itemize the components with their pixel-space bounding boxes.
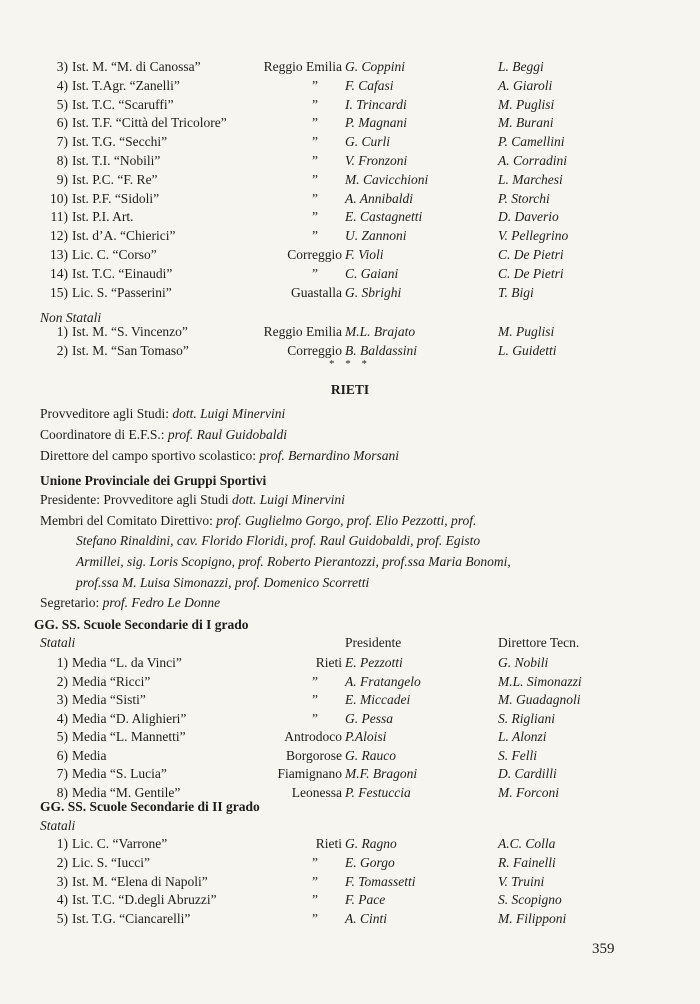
presidente-name: U. Zannoni — [345, 228, 407, 244]
row-number: 11) — [50, 209, 68, 225]
school-row — [0, 133, 700, 151]
row-number: 1) — [56, 836, 68, 851]
presidente-name: G. Rauco — [345, 747, 396, 763]
row-number: 7) — [56, 766, 68, 781]
school-name: Lic. C. “Varrone” — [72, 836, 168, 851]
presidente-name: E. Castagnetti — [345, 209, 423, 225]
ditto-mark: ” — [312, 153, 318, 168]
ditto-mark: ” — [312, 265, 318, 281]
union-heading: Unione Provinciale dei Gruppi Sportivi — [40, 473, 267, 488]
row-number: 2) — [56, 854, 68, 870]
direttore-name: V. Pellegrino — [498, 228, 569, 244]
school-name: Media “L. Mannetti” — [72, 729, 186, 744]
row-number: 6) — [56, 747, 68, 763]
direttore-name: C. De Pietri — [498, 265, 564, 281]
school-row — [0, 323, 700, 341]
ditto-mark: ” — [312, 228, 318, 244]
school-row — [0, 246, 700, 264]
direttore-name: L. Alonzi — [498, 729, 547, 744]
school-row — [0, 747, 700, 765]
section2-header-row — [0, 817, 700, 835]
presidente-name: A. Fratangelo — [345, 673, 421, 689]
school-city: Guastalla — [291, 284, 342, 300]
school-row — [0, 891, 700, 909]
presidente-name: G. Ragno — [345, 836, 397, 851]
ditto-mark: ” — [312, 171, 318, 187]
presidente-name: M.F. Bragoni — [345, 766, 418, 781]
membri-line-2 — [76, 532, 480, 550]
presidente-name: E. Pezzotti — [345, 655, 403, 670]
segretario-name: prof. Fedro Le Donne — [102, 595, 221, 610]
direttore-name: L. Guidetti — [498, 343, 557, 358]
direttore-name: M. Filipponi — [498, 911, 567, 927]
presidente-name: P. Magnani — [345, 115, 408, 131]
school-name: Lic. S. “Iucci” — [72, 854, 150, 870]
direttore-name: V. Truini — [498, 873, 545, 889]
direttore-name: M. Burani — [498, 115, 554, 131]
direttore-name: S. Scopigno — [498, 892, 562, 908]
school-name: Media “Sisti” — [72, 692, 146, 707]
presidente-name: F. Pace — [345, 892, 386, 908]
school-row — [0, 152, 700, 170]
direttore-name: A. Corradini — [498, 153, 568, 168]
presidente-name: M.L. Brajato — [345, 324, 416, 339]
school-name: Media — [72, 747, 107, 763]
page-number: 359 — [592, 941, 615, 957]
row-number: 4) — [56, 77, 68, 93]
presidente-name: A. Cinti — [345, 911, 388, 927]
row-number: 1) — [56, 324, 68, 339]
school-city: Leonessa — [291, 784, 342, 800]
direttore-name: M. Forconi — [498, 784, 559, 800]
row-number: 6) — [56, 115, 68, 131]
union-presidente-name: dott. Luigi Minervini — [231, 492, 345, 507]
direttore-name: L. Marchesi — [498, 171, 563, 187]
school-name: Media “M. Gentile” — [72, 784, 181, 800]
presidente-name: G. Coppini — [345, 59, 406, 74]
row-number: 15) — [50, 284, 68, 300]
ditto-mark: ” — [312, 854, 318, 870]
school-city: Correggio — [287, 343, 342, 358]
direttore-name: prof. Bernardino Morsani — [259, 448, 399, 463]
ditto-mark: ” — [312, 873, 318, 889]
section2-statali-label: Statali — [40, 818, 76, 833]
school-name: Ist. M. “Elena di Napoli” — [72, 873, 208, 889]
presidente-name: G. Curli — [345, 134, 391, 150]
school-name: Ist. M. “San Tomaso” — [72, 343, 189, 358]
school-name: Ist. T.C. “Scaruffi” — [72, 96, 174, 112]
row-number: 2) — [56, 343, 68, 358]
section-separator: * * * — [329, 358, 371, 370]
ditto-mark: ” — [312, 209, 318, 225]
provveditore-label: Provveditore agli Studi: — [40, 406, 169, 421]
school-row — [0, 171, 700, 189]
row-number: 14) — [50, 265, 68, 281]
row-number: 8) — [56, 784, 68, 800]
school-row — [0, 728, 700, 746]
provveditore-line — [40, 405, 285, 423]
coordinatore-label: Coordinatore di E.F.S.: — [40, 427, 165, 442]
school-name: Lic. C. “Corso” — [72, 247, 157, 262]
school-name: Ist. M. “M. di Canossa” — [72, 59, 201, 74]
direttore-name: S. Felli — [498, 747, 537, 763]
school-name: Media “S. Lucia” — [72, 766, 167, 781]
school-row — [0, 691, 700, 709]
union-presidente-line — [40, 491, 345, 509]
school-city: Antrodoco — [284, 729, 342, 744]
school-row — [0, 208, 700, 226]
direttore-name: M. Puglisi — [498, 96, 555, 112]
school-name: Ist. T.G. “Secchi” — [72, 134, 168, 150]
school-city: Correggio — [287, 247, 342, 262]
school-row — [0, 910, 700, 928]
presidente-name: I. Trincardi — [345, 96, 407, 112]
school-name: Ist. P.C. “F. Re” — [72, 171, 158, 187]
ditto-mark: ” — [312, 710, 318, 726]
coordinatore-name: prof. Raul Guidobaldi — [167, 427, 288, 442]
section1-statali-label: Statali — [40, 635, 76, 650]
section1-heading: GG. SS. Scuole Secondarie di I grado — [34, 617, 249, 632]
presidente-name: F. Tomassetti — [345, 873, 416, 889]
direttore-name: R. Fainelli — [498, 854, 556, 870]
school-row — [0, 710, 700, 728]
school-name: Ist. M. “S. Vincenzo” — [72, 324, 188, 339]
presidente-name: M. Cavicchioni — [345, 171, 429, 187]
row-number: 10) — [50, 190, 68, 206]
school-name: Ist. d’A. “Chierici” — [72, 228, 176, 244]
direttore-name: T. Bigi — [498, 284, 534, 300]
column-header-presidente: Presidente — [345, 635, 402, 650]
ditto-mark: ” — [312, 96, 318, 112]
school-name: Ist. P.F. “Sidoli” — [72, 190, 160, 206]
school-row — [0, 284, 700, 302]
school-name: Media “D. Alighieri” — [72, 710, 187, 726]
province-title: RIETI — [330, 382, 370, 397]
column-header-direttore: Direttore Tecn. — [498, 635, 580, 650]
row-number: 7) — [56, 134, 68, 150]
presidente-name: E. Miccadei — [345, 692, 411, 707]
membri-names-3: Armillei, sig. Loris Scopigno, prof. Roberto Pierantozzi, prof.ssa Maria Bonomi, — [76, 554, 511, 569]
school-name: Ist. P.I. Art. — [72, 209, 134, 225]
row-number: 5) — [56, 729, 68, 744]
membri-names-4: prof.ssa M. Luisa Simonazzi, prof. Domenico Scorretti — [76, 575, 370, 590]
school-name: Ist. T.C. “Einaudi” — [72, 265, 173, 281]
presidente-name: B. Baldassini — [345, 343, 418, 358]
school-row — [0, 854, 700, 872]
school-row — [0, 873, 700, 891]
row-number: 8) — [56, 153, 68, 168]
provveditore-name: dott. Luigi Minervini — [172, 406, 286, 421]
direttore-name: M. Guadagnoli — [498, 692, 581, 707]
school-row — [0, 835, 700, 853]
row-number: 5) — [56, 911, 68, 927]
segretario-label: Segretario: — [40, 595, 100, 610]
row-number: 3) — [56, 692, 68, 707]
school-name: Ist. T.C. “D.degli Abruzzi” — [72, 892, 217, 908]
school-row — [0, 654, 700, 672]
direttore-name: M. Puglisi — [498, 324, 555, 339]
school-city: Rieti — [315, 655, 342, 670]
school-row — [0, 96, 700, 114]
row-number: 13) — [50, 247, 68, 262]
ditto-mark: ” — [312, 77, 318, 93]
membri-label: Membri del Comitato Direttivo: — [40, 513, 213, 528]
direttore-name: A.C. Colla — [498, 836, 556, 851]
membri-names-2: Stefano Rinaldini, cav. Florido Floridi, prof. Raul Guidobaldi, prof. Egisto — [76, 533, 481, 548]
non-statali-label: Non Statali — [40, 310, 102, 325]
ditto-mark: ” — [312, 892, 318, 908]
school-row — [0, 673, 700, 691]
school-row — [0, 765, 700, 783]
membri-line-3 — [76, 553, 511, 571]
school-name: Media “L. da Vinci” — [72, 655, 182, 670]
row-number: 12) — [50, 228, 68, 244]
school-name: Media “Ricci” — [72, 673, 151, 689]
ditto-mark: ” — [312, 134, 318, 150]
union-presidente-label: Presidente: Provveditore agli Studi — [40, 492, 229, 507]
row-number: 1) — [56, 655, 68, 670]
membri-names-1: prof. Guglielmo Gorgo, prof. Elio Pezzotti, prof. — [216, 513, 477, 528]
ditto-mark: ” — [312, 673, 318, 689]
presidente-name: A. Annibaldi — [345, 190, 414, 206]
direttore-label: Direttore del campo sportivo scolastico: — [40, 448, 256, 463]
ditto-mark: ” — [312, 190, 318, 206]
school-city: Reggio Emilia — [263, 59, 342, 74]
row-number: 4) — [56, 892, 68, 908]
school-row — [0, 77, 700, 95]
direttore-name: P. Storchi — [498, 190, 550, 206]
row-number: 9) — [56, 171, 68, 187]
presidente-name: G. Pessa — [345, 710, 393, 726]
school-name: Lic. S. “Passerini” — [72, 284, 172, 300]
row-number: 4) — [56, 710, 68, 726]
direttore-line — [40, 447, 399, 465]
direttore-name: L. Beggi — [498, 59, 544, 74]
presidente-name: G. Sbrighi — [345, 284, 402, 300]
direttore-name: P. Camellini — [498, 134, 565, 150]
school-name: Ist. T.Agr. “Zanelli” — [72, 77, 180, 93]
presidente-name: E. Gorgo — [345, 854, 395, 870]
direttore-name: D. Cardilli — [498, 766, 557, 781]
school-row — [0, 114, 700, 132]
section2-heading: GG. SS. Scuole Secondarie di II grado — [40, 799, 260, 814]
row-number: 5) — [56, 96, 68, 112]
segretario-line — [40, 594, 220, 612]
membri-line-1 — [40, 512, 476, 530]
presidente-name: P. Festuccia — [345, 784, 411, 800]
school-city: Fiamignano — [277, 766, 342, 781]
coordinatore-line — [40, 426, 287, 444]
presidente-name: F. Cafasi — [345, 77, 394, 93]
ditto-mark: ” — [312, 692, 318, 707]
presidente-name: V. Fronzoni — [345, 153, 408, 168]
direttore-name: M.L. Simonazzi — [498, 673, 582, 689]
presidente-name: C. Gaiani — [345, 265, 399, 281]
membri-line-4 — [76, 574, 369, 592]
school-name: Ist. T.G. “Ciancarelli” — [72, 911, 191, 927]
ditto-mark: ” — [312, 911, 318, 927]
school-row — [0, 265, 700, 283]
school-row — [0, 190, 700, 208]
school-row — [0, 58, 700, 76]
presidente-name: F. Violi — [345, 247, 384, 262]
row-number: 3) — [56, 59, 68, 74]
school-city: Rieti — [315, 836, 342, 851]
row-number: 3) — [56, 873, 68, 889]
school-city: Borgorose — [286, 747, 342, 763]
ditto-mark: ” — [312, 115, 318, 131]
school-row — [0, 227, 700, 245]
presidente-name: P.Aloisi — [345, 729, 387, 744]
row-number: 2) — [56, 673, 68, 689]
school-name: Ist. T.I. “Nobili” — [72, 153, 161, 168]
school-name: Ist. T.F. “Città del Tricolore” — [72, 115, 227, 131]
section1-header-row — [0, 634, 700, 652]
school-city: Reggio Emilia — [263, 324, 342, 339]
direttore-name: S. Rigliani — [498, 710, 555, 726]
direttore-name: D. Daverio — [498, 209, 559, 225]
direttore-name: A. Giaroli — [498, 77, 553, 93]
direttore-name: G. Nobili — [498, 655, 549, 670]
direttore-name: C. De Pietri — [498, 247, 564, 262]
